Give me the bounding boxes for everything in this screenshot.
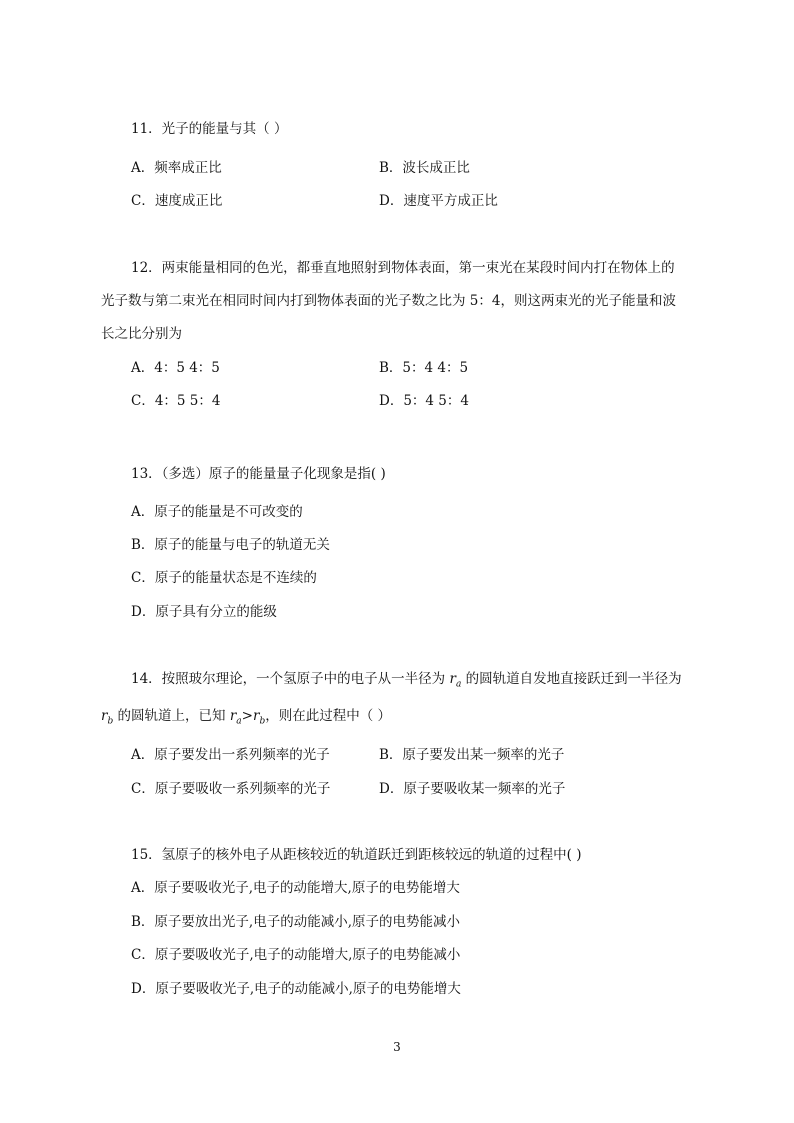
question-11-stem: 11．光子的能量与其（ ） [131, 121, 288, 137]
question-14-stem-line-1 [131, 670, 682, 694]
question-12-option-a: A．4：5 4：5 [131, 360, 220, 376]
question-14-option-d: D．原子要吸收某一频率的光子 [379, 781, 566, 797]
question-13-option-c: C．原子的能量状态是不连续的 [131, 570, 317, 586]
question-14-text: 的圆轨道上，已知 [113, 708, 230, 724]
subscript-a: a [455, 679, 462, 690]
question-12-option-b: B．5：4 4：5 [379, 360, 469, 376]
question-11-option-d: D．速度平方成正比 [379, 193, 498, 209]
subscript-b: b [107, 716, 114, 727]
subscript-b: b [259, 716, 266, 727]
radius-symbol: r [101, 708, 108, 724]
question-13-option-a: A．原子的能量是不可改变的 [131, 504, 303, 520]
question-11-option-b: B．波长成正比 [379, 160, 470, 176]
question-14-text: 14．按照玻尔理论，一个氢原子中的电子从一半径为 [131, 671, 450, 687]
question-15-option-c: C．原子要吸收光子,电子的动能增大,原子的电势能减小 [131, 947, 461, 963]
subscript-a: a [236, 716, 242, 727]
question-12-stem-line-2: 光子数与第二束光在相同时间内打到物体表面的光子数之比为 5：4，则这两束光的光子能量和波 [101, 293, 676, 309]
question-12-option-c: C．4：5 5：4 [131, 393, 221, 409]
radius-symbol: r [252, 708, 260, 724]
question-14-option-a: A．原子要发出一系列频率的光子 [131, 747, 330, 763]
question-15-option-a: A．原子要吸收光子,电子的动能增大,原子的电势能增大 [131, 880, 460, 896]
greater-than-sign: > [241, 708, 253, 724]
question-14-option-b: B．原子要发出某一频率的光子 [379, 747, 565, 763]
question-14-text: ，则在此过程中（ ） [265, 708, 392, 724]
question-13-stem: 13．（多选）原子的能量量子化现象是指( ) [131, 466, 386, 482]
question-11-option-c: C．速度成正比 [131, 193, 223, 209]
question-15-option-b: B．原子要放出光子,电子的动能减小,原子的电势能减小 [131, 914, 461, 930]
question-12-option-d: D．5：4 5：4 [379, 393, 469, 409]
question-11-option-a: A．频率成正比 [131, 160, 222, 176]
question-12-stem-line-1: 12．两束能量相同的色光，都垂直地照射到物体表面，第一束光在某段时间内打在物体上的 [131, 260, 675, 276]
question-14-option-c: C．原子要吸收一系列频率的光子 [131, 781, 331, 797]
page-number: 3 [393, 1040, 401, 1054]
question-12-stem-line-3: 长之比分别为 [101, 326, 182, 342]
question-15-stem: 15．氢原子的核外电子从距核较近的轨道跃迁到距核较远的轨道的过程中( ) [131, 847, 582, 863]
question-14-stem-line-2 [101, 707, 391, 731]
question-15-option-d: D．原子要吸收光子,电子的动能减小,原子的电势能增大 [131, 981, 461, 997]
radius-symbol: r [449, 671, 456, 687]
radius-symbol: r [229, 708, 237, 724]
question-14-text: 的圆轨道自发地直接跃迁到一半径为 [461, 671, 682, 687]
question-13-option-b: B．原子的能量与电子的轨道无关 [131, 537, 330, 553]
question-13-option-d: D．原子具有分立的能级 [131, 604, 277, 620]
